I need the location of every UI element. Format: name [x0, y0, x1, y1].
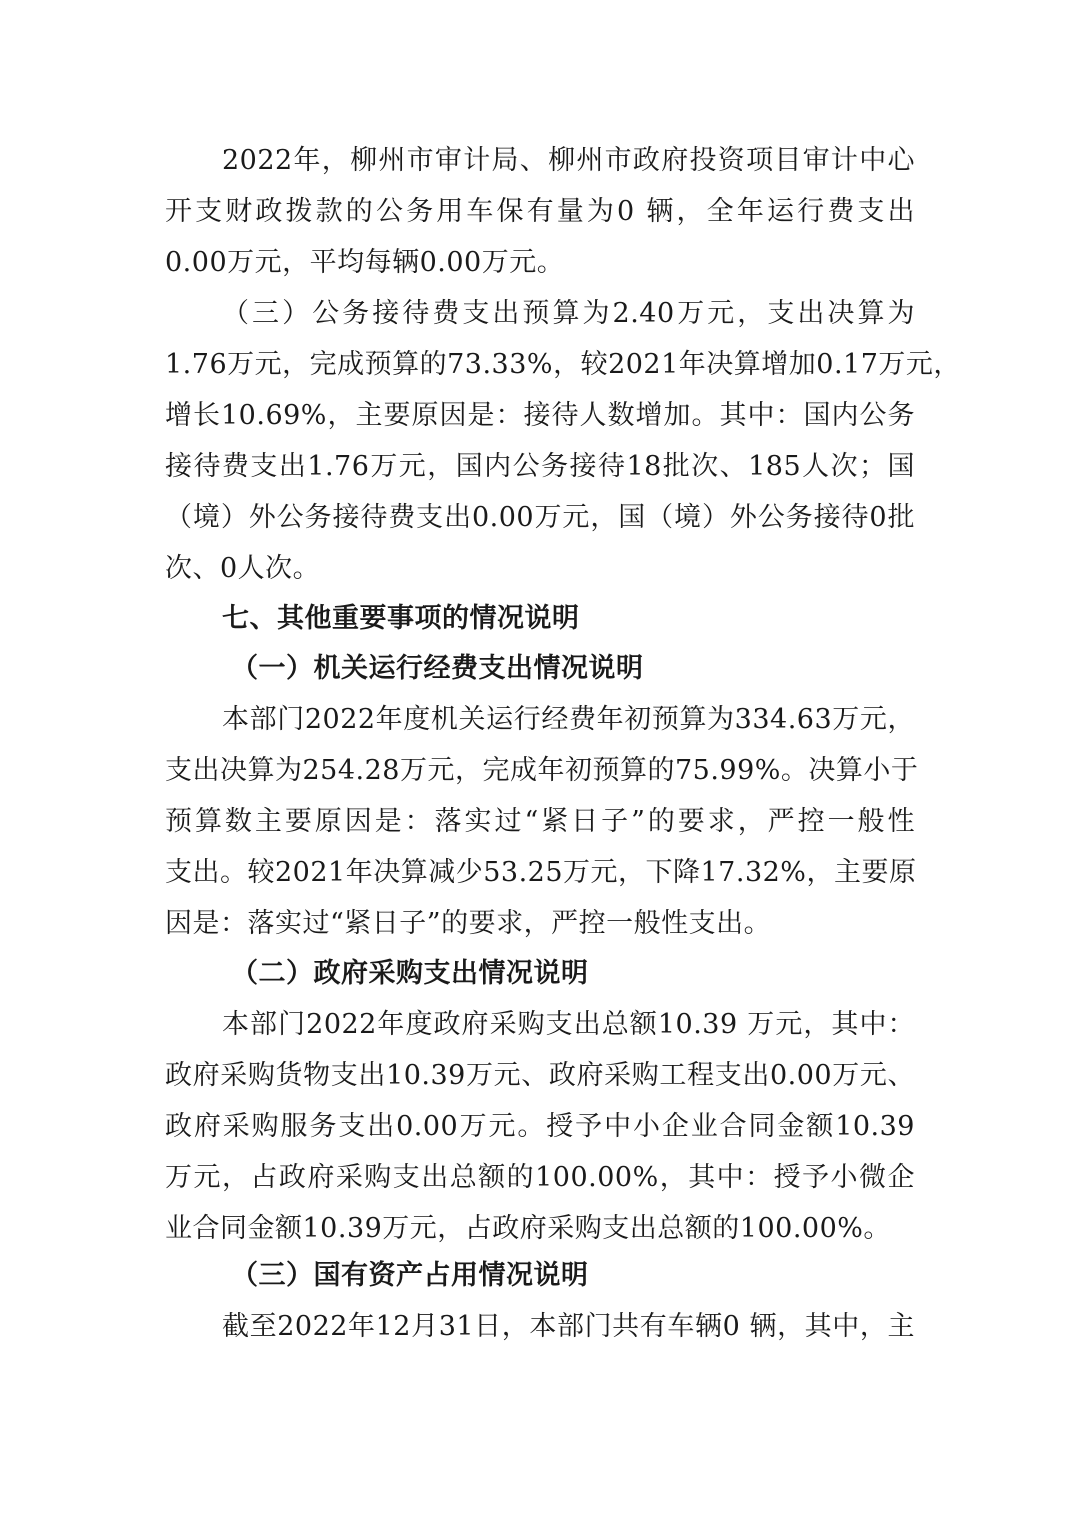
text-line: 支出。较2021年决算减少53.25万元，下降17.32%，主要原 [165, 857, 917, 888]
text-line: 接待费支出1.76万元，国内公务接待18批次、185人次；国 [165, 451, 915, 482]
text-line: 支出决算为254.28万元，完成年初预算的75.99%。决算小于 [165, 755, 919, 786]
paragraph-reception-expense [165, 288, 961, 594]
text-line: 万元，占政府采购支出总额的100.00%，其中：授予小微企 [165, 1162, 915, 1193]
subsection-procurement [165, 948, 915, 1254]
text-line: （三）公务接待费支出预算为2.40万元，支出决算为 [222, 298, 915, 329]
text-line: 业合同金额10.39万元，占政府采购支出总额的100.00%。 [165, 1213, 891, 1244]
text-line: 0.00万元，平均每辆0.00万元。 [165, 247, 565, 278]
paragraph-vehicle-summary [165, 135, 915, 288]
text-line: 因是：落实过“紧日子”的要求，严控一般性支出。 [165, 908, 772, 939]
text-line: 政府采购货物支出10.39万元、政府采购工程支出0.00万元、 [165, 1060, 915, 1091]
text-line: 2022年，柳州市审计局、柳州市政府投资项目审计中心 [222, 145, 915, 176]
subsection-heading: （一）机关运行经费支出情况说明 [231, 653, 644, 684]
subsection-heading: （三）国有资产占用情况说明 [231, 1260, 589, 1291]
text-line: 开支财政拨款的公务用车保有量为0 辆，全年运行费支出 [165, 196, 915, 227]
text-line: 本部门2022年度政府采购支出总额10.39 万元，其中： [222, 1009, 915, 1040]
text-line: 预算数主要原因是：落实过“紧日子”的要求，严控一般性 [165, 806, 915, 837]
section-heading-other-matters [165, 593, 915, 644]
text-line: 次、0人次。 [165, 553, 321, 584]
subsection-heading: （二）政府采购支出情况说明 [231, 958, 589, 989]
subsection-state-assets [165, 1250, 915, 1352]
text-line: 截至2022年12月31日，本部门共有车辆0 辆，其中，主 [222, 1311, 915, 1342]
text-line: 政府采购服务支出0.00万元。授予中小企业合同金额10.39 [165, 1111, 915, 1142]
text-line: 1.76万元，完成预算的73.33%，较2021年决算增加0.17万元， [165, 349, 961, 380]
text-line: 本部门2022年度机关运行经费年初预算为334.63万元， [222, 704, 915, 735]
subsection-operating-expense [165, 643, 919, 949]
text-line: （境）外公务接待费支出0.00万元，国（境）外公务接待0批 [165, 502, 915, 533]
section-heading: 七、其他重要事项的情况说明 [222, 603, 580, 634]
text-line: 增长10.69%，主要原因是：接待人数增加。其中：国内公务 [165, 400, 915, 431]
